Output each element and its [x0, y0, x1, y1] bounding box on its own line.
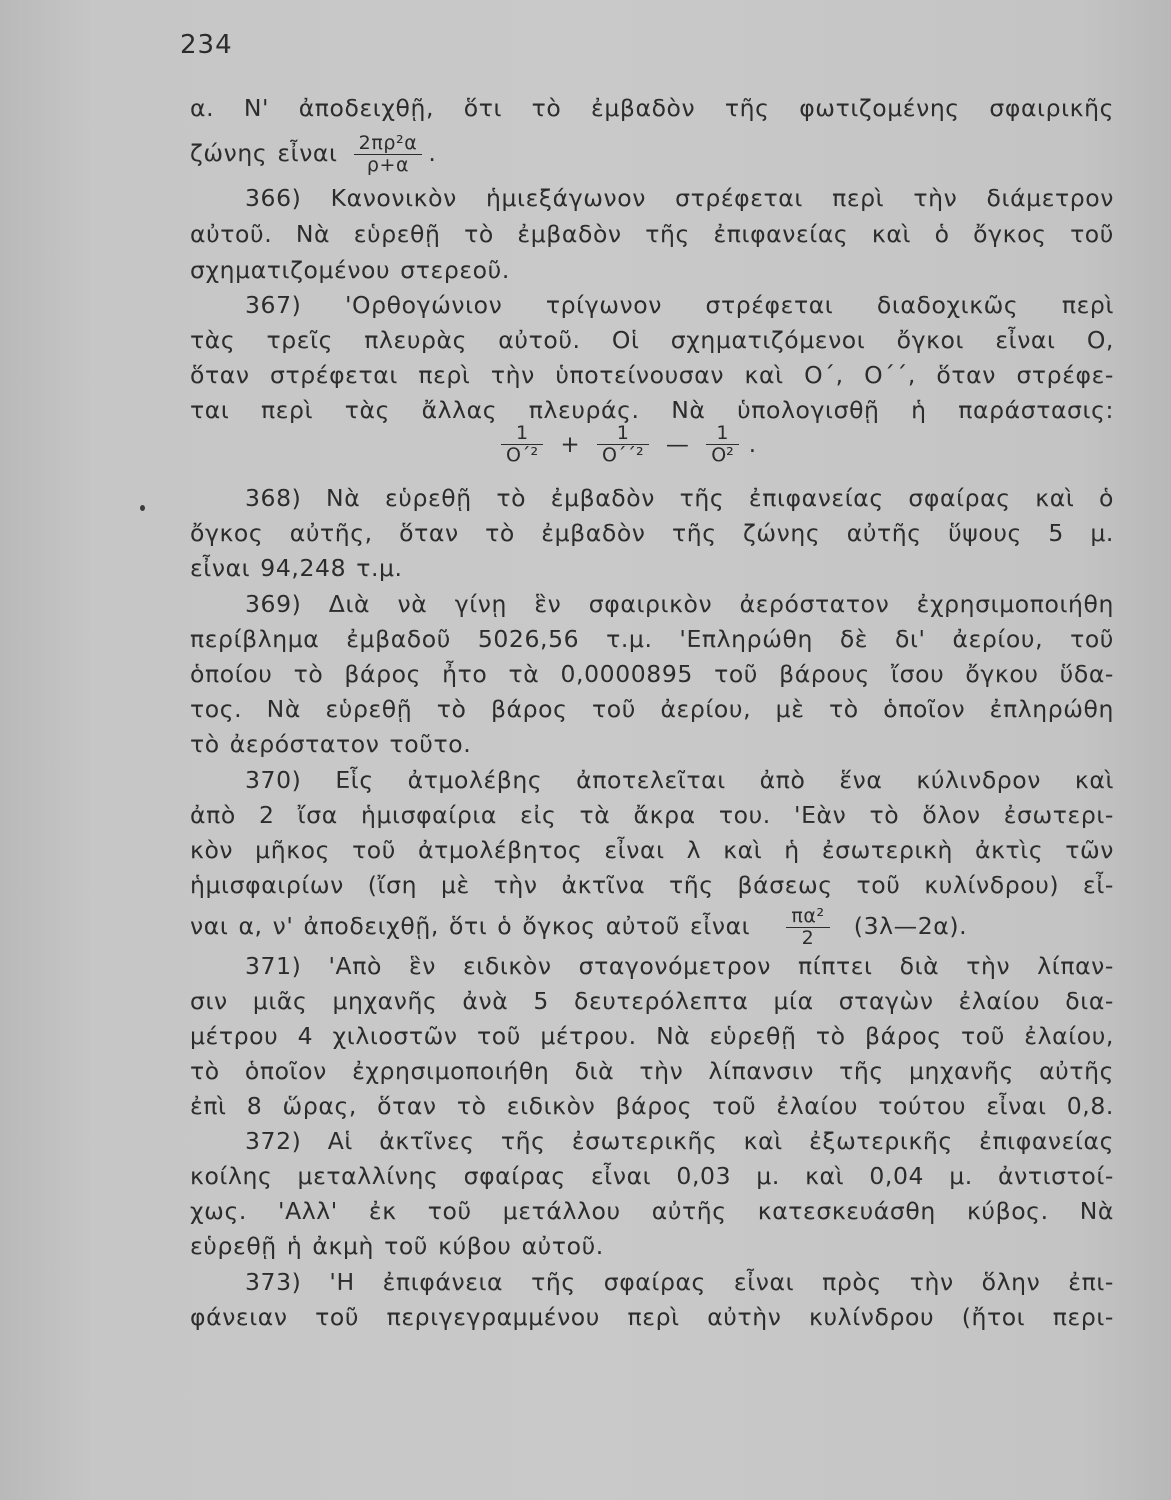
line-text: ζώνης εἶναι: [190, 139, 338, 167]
line-text: ναι α, ν' ἀποδειχθῇ, ὅτι ὁ ὄγκος αὐτοῦ εἶναι: [190, 912, 751, 940]
text-line: 372) Αἱ ἀκτῖνες τῆς ἐσωτερικῆς καὶ ἐξωτερικῆς ἐπιφανείας: [245, 1127, 1114, 1155]
fraction-numerator: 2πρ²α: [354, 133, 423, 155]
fraction-denominator: Ο²: [711, 444, 734, 466]
text-line: τος. Νὰ εὑρεθῇ τὸ βάρος τοῦ ἀερίου, μὲ τὸ ὁποῖον ἐπληρώθη: [190, 695, 1114, 723]
ink-dot-mark: [140, 505, 145, 511]
line-end: .: [428, 139, 437, 167]
text-line: 371) 'Απὸ ἓν ειδικὸν σταγονόμετρον πίπτει διὰ τὴν λίπαν-: [245, 952, 1114, 980]
text-line: τὸ ἀερόστατον τοῦτο.: [190, 730, 472, 758]
text-line: 366) Κανονικὸν ἡμιεξάγωνον στρέφεται περὶ τὴν διάμετρον: [245, 184, 1114, 212]
text-line: α. Ν' ἀποδειχθῇ, ὅτι τὸ ἐμβαδὸν τῆς φωτιζομένης σφαιρικῆς: [190, 94, 1114, 122]
fraction-numerator: πα²: [786, 906, 829, 928]
fraction: [501, 423, 543, 466]
text-line: σιν μιᾶς μηχανῆς ἀνὰ 5 δευτερόλεπτα μία σταγὼν ἐλαίου δια-: [190, 987, 1114, 1015]
text-line: εἶναι 94,248 τ.μ.: [190, 554, 403, 582]
text-line: τὸ ὁποῖον ἐχρησιμοποιήθη διὰ τὴν λίπανσιν τῆς μηχανῆς αὐτῆς: [190, 1057, 1114, 1085]
fraction: [597, 423, 649, 466]
text-line: εὑρεθῇ ἡ ἀκμὴ τοῦ κύβου αὐτοῦ.: [190, 1232, 604, 1260]
line-end: (3λ—2α).: [853, 912, 968, 940]
fraction-denominator: Ο΄²: [506, 444, 539, 466]
text-line-with-fraction: [190, 900, 1114, 952]
text-line: περίβλημα ἐμβαδοῦ 5026,56 τ.μ. 'Επληρώθη δὲ δι' ἀερίου, τοῦ: [190, 625, 1114, 653]
fraction-denominator: Ο΄΄²: [601, 444, 644, 466]
text-line: 369) Διὰ νὰ γίνῃ ἓν σφαιρικὸν ἀερόστατον ἐχρησιμοποιήθη: [245, 590, 1114, 618]
text-line: τὰς τρεῖς πλευρὰς αὐτοῦ. Οἱ σχηματιζόμενοι ὄγκοι εἶναι Ο,: [190, 326, 1114, 354]
fraction-numerator: 1: [501, 423, 543, 445]
display-formula: [495, 423, 760, 475]
plus-operator: +: [560, 431, 580, 458]
fraction: [786, 906, 829, 949]
text-line: φάνειαν τοῦ περιγεγραμμένου περὶ αὐτὴν κυλίνδρου (ἤτοι περι-: [190, 1303, 1114, 1331]
formula-end: .: [748, 431, 757, 458]
fraction-numerator: 1: [706, 423, 739, 445]
text-line-with-fraction: [190, 131, 1114, 175]
text-line: 368) Νὰ εὑρεθῇ τὸ ἐμβαδὸν τῆς ἐπιφανείας σφαίρας καὶ ὁ: [245, 484, 1114, 512]
text-line: χως. 'Αλλ' ἐκ τοῦ μετάλλου αὐτῆς κατεσκευάσθη κύβος. Νὰ: [190, 1197, 1114, 1225]
text-line: 370) Εἷς ἀτμολέβης ἀποτελεῖται ἀπὸ ἕνα κύλινδρον καὶ: [245, 766, 1114, 794]
fraction-numerator: 1: [597, 423, 649, 445]
fraction: [354, 133, 423, 176]
text-line: κὸν μῆκος τοῦ ἀτμολέβητος εἶναι λ καὶ ἡ ἐσωτερικὴ ἀκτὶς τῶν: [190, 836, 1114, 864]
text-line: ὅταν στρέφεται περὶ τὴν ὑποτείνουσαν καὶ Ο΄, Ο΄΄, ὅταν στρέφε-: [190, 361, 1114, 389]
fraction-denominator: 2: [801, 927, 815, 949]
text-line: ται περὶ τὰς ἄλλας πλευράς. Νὰ ὑπολογισθῇ ἡ παράστασις:: [190, 396, 1114, 424]
fraction-denominator: ρ+α: [366, 154, 410, 176]
page-number: 234: [180, 30, 233, 60]
text-line: κοίλης μεταλλίνης σφαίρας εἶναι 0,03 μ. καὶ 0,04 μ. ἀντιστοί-: [190, 1162, 1114, 1190]
text-line: ἐπὶ 8 ὥρας, ὅταν τὸ ειδικὸν βάρος τοῦ ἐλαίου τούτου εἶναι 0,8.: [190, 1092, 1114, 1120]
text-line: ἡμισφαιρίων (ἴση μὲ τὴν ἀκτῖνα τῆς βάσεως τοῦ κυλίνδρου) εἶ-: [190, 871, 1114, 899]
text-line: μέτρου 4 χιλιοστῶν τοῦ μέτρου. Νὰ εὑρεθῇ τὸ βάρος τοῦ ἐλαίου,: [190, 1022, 1114, 1050]
text-line: 373) 'Η ἐπιφάνεια τῆς σφαίρας εἶναι πρὸς τὴν ὅλην ἐπι-: [245, 1268, 1114, 1296]
text-line: ὄγκος αὐτῆς, ὅταν τὸ ἐμβαδὸν τῆς ζώνης αὐτῆς ὕψους 5 μ.: [190, 519, 1114, 547]
text-line: σχηματιζομένου στερεοῦ.: [190, 256, 510, 284]
text-line: αὐτοῦ. Νὰ εὑρεθῇ τὸ ἐμβαδὸν τῆς ἐπιφανείας καὶ ὁ ὄγκος τοῦ: [190, 220, 1114, 248]
text-line: ὁποίου τὸ βάρος ἦτο τὰ 0,0000895 τοῦ βάρους ἴσου ὄγκου ὕδα-: [190, 660, 1114, 688]
text-line: ἀπὸ 2 ἴσα ἡμισφαίρια εἰς τὰ ἄκρα του. 'Εὰν τὸ ὅλον ἐσωτερι-: [190, 801, 1114, 829]
fraction: [706, 423, 739, 466]
minus-operator: —: [665, 431, 689, 458]
text-line: 367) 'Ορθογώνιον τρίγωνον στρέφεται διαδοχικῶς περὶ: [245, 291, 1114, 319]
